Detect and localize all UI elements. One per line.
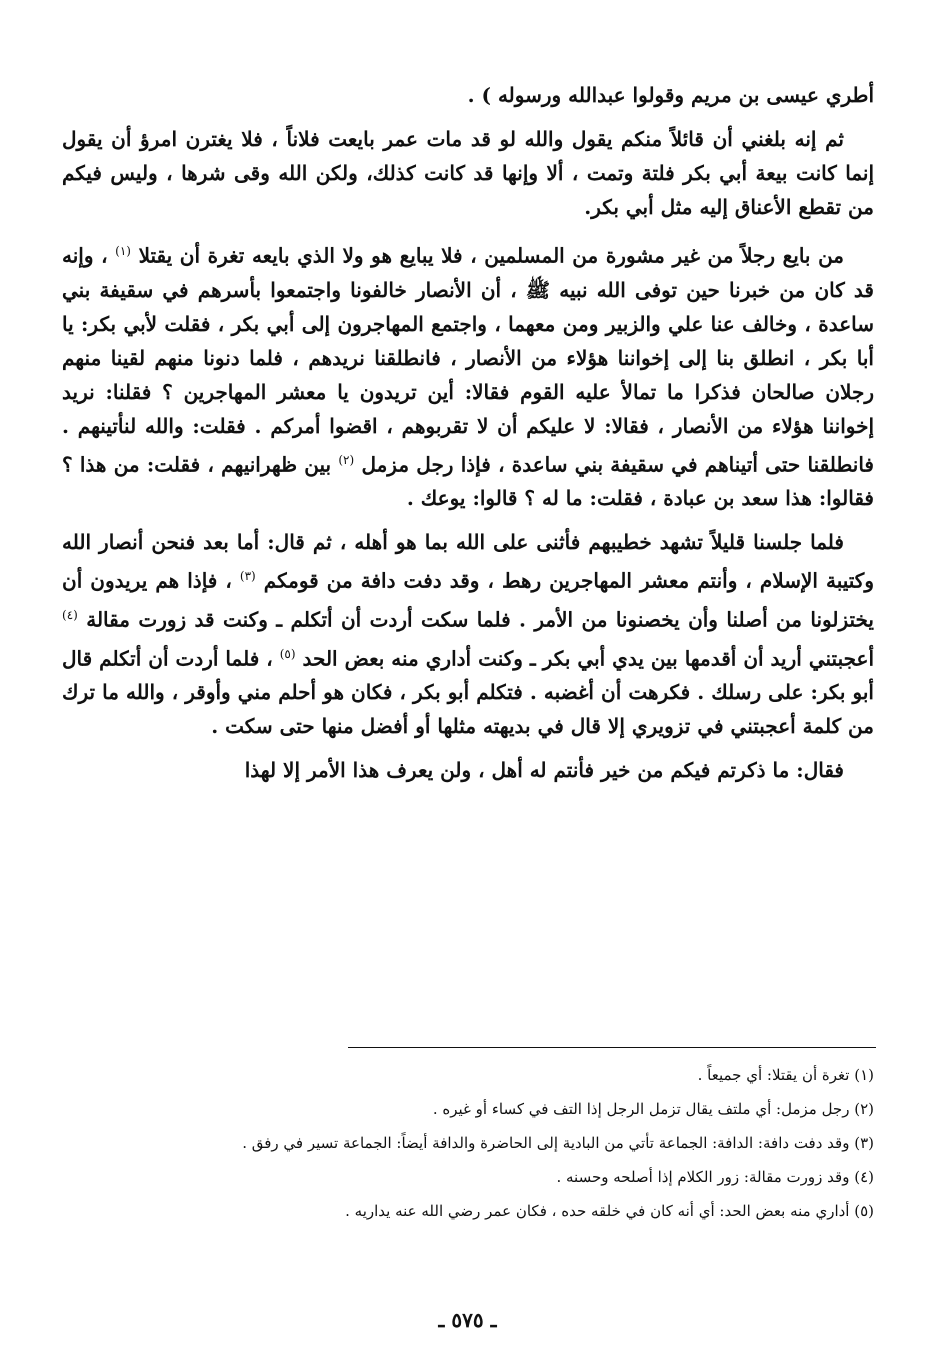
footnote-ref-1: (١) <box>115 244 131 258</box>
footnote-ref-5: (٥) <box>279 646 296 661</box>
paragraph-2: ثم إنه بلغني أن قائلاً منكم يقول والله لو قد مات عمر بايعت فلاناً ، فلا يغترن امرؤ أن يقول إنما كانت بيعة أبي بكر فلتة وتمت ، ألا وإنها قد كانت كذلك، ولكن الله وقى شرها ، وليس فيكم من تقطع الأعناق إليه مثل أبي بكر. <box>62 127 874 219</box>
paragraph-5: فقال: ما ذكرتم فيكم من خير فأنتم له أهل ، ولن يعرف هذا الأمر إلا لهذا <box>244 758 844 783</box>
paragraph-3: من بايع رجلاً من غير مشورة من المسلمين ، فلا يبايع هو ولا الذي بايعه تغرة أن يقتلا $^{(١)}$ ، وإنه قد كان من خبرنا حين توفى الله نبيه ﷺ ، أن الأنصار خالفونا واجتمعوا بأسرهم في سقيفة بني ساعدة ، وخالف عنا علي والزبير ومن معهما ، واجتمع المهاجرون إلى أبي بكر ، فقلت لأبي بكر: يا أبا بكر ، انطلق بنا إلى إخواننا هؤلاء من الأنصار ، فانطلقنا نريدهم ، فلما دنونا منهم لقينا منهم رجلان صالحان فذكرا ما تمالأ عليه القوم فقالا: أين تريدون يا معشر المهاجرين ؟ فقلنا: نريد إخواننا هؤلاء من الأنصار ، فقالا: لا عليكم أن لا تقربوهم ، اقضوا أمركم . فقلت: والله لنأتينهم . فانطلقنا حتى أتيناهم في سقيفة بني ساعدة ، فإذا رجل مزمل $^{(٢)}$ بين ظهرانيهم ، فقلت: من هذا ؟ فقالوا: هذا سعد بن عبادة ، فقلت: ما له ؟ قالوا: يوعك . <box>62 243 874 511</box>
paragraph-4: فلما جلسنا قليلاً تشهد خطيبهم فأثنى على الله بما هو أهله ، ثم قال: أما بعد فنحن أنصار الله وكتيبة الإسلام ، وأنتم معشر المهاجرين رهط ، وقد دفت دافة من قومكم $^{(٣)}$ ، فإذا هم يريدون أن يختزلونا من أصلنا وأن يخصنونا من الأمر . فلما سكت أردت أن أتكلم ـ وكنت قد زورت مقالة $^{(٤)}$ أعجبتني أريد أن أقدمها بين يدي أبي بكر ـ وكنت أداري منه بعض الحد $^{(٥)}$ ، فلما أردت أن أتكلم قال أبو بكر: على رسلك . فكرهت أن أغضبه . فتكلم أبو بكر ، فكان هو أحلم مني وأوقر ، والله ما ترك من كلمة أعجبتني في تزويري إلا قال في بديهته مثلها أو أفضل منها حتى سكت . <box>62 530 875 739</box>
footnotes <box>62 1058 874 1228</box>
footnote-1: (١) تغرة أن يقتلا: أي جميعاً . <box>697 1066 874 1084</box>
footnote-3: (٣) وقد دفت دافة: الدافة: الجماعة تأتي من البادية إلى الحاضرة والدافة أيضاً: الجماعة تسير في رفق . <box>242 1134 874 1152</box>
footnote-5: (٥) أداري منه بعض الحد: أي أنه كان في خلقه حده ، فكان عمر رضي الله عنه يداريه . <box>345 1202 874 1220</box>
footnote-ref-2: (٢) <box>338 452 355 467</box>
footnote-divider <box>348 1047 876 1048</box>
main-text <box>62 78 874 797</box>
footnote-ref-3: (٣) <box>239 569 256 584</box>
page-number: ـ ٥٧٥ ـ <box>438 1308 497 1332</box>
footnote-2: (٢) رجل مزمل: أي ملتف يقال تزمل الرجل إذا التف في كساء أو غيره . <box>432 1100 874 1118</box>
paragraph-1: أطري عيسى بن مريم وقولوا عبدالله ورسوله ) . <box>467 83 874 107</box>
footnote-4: (٤) وقد زورت مقالة: زور الكلام إذا أصلحه وحسنه . <box>556 1168 874 1186</box>
footnote-ref-4: (٤) <box>62 607 78 622</box>
